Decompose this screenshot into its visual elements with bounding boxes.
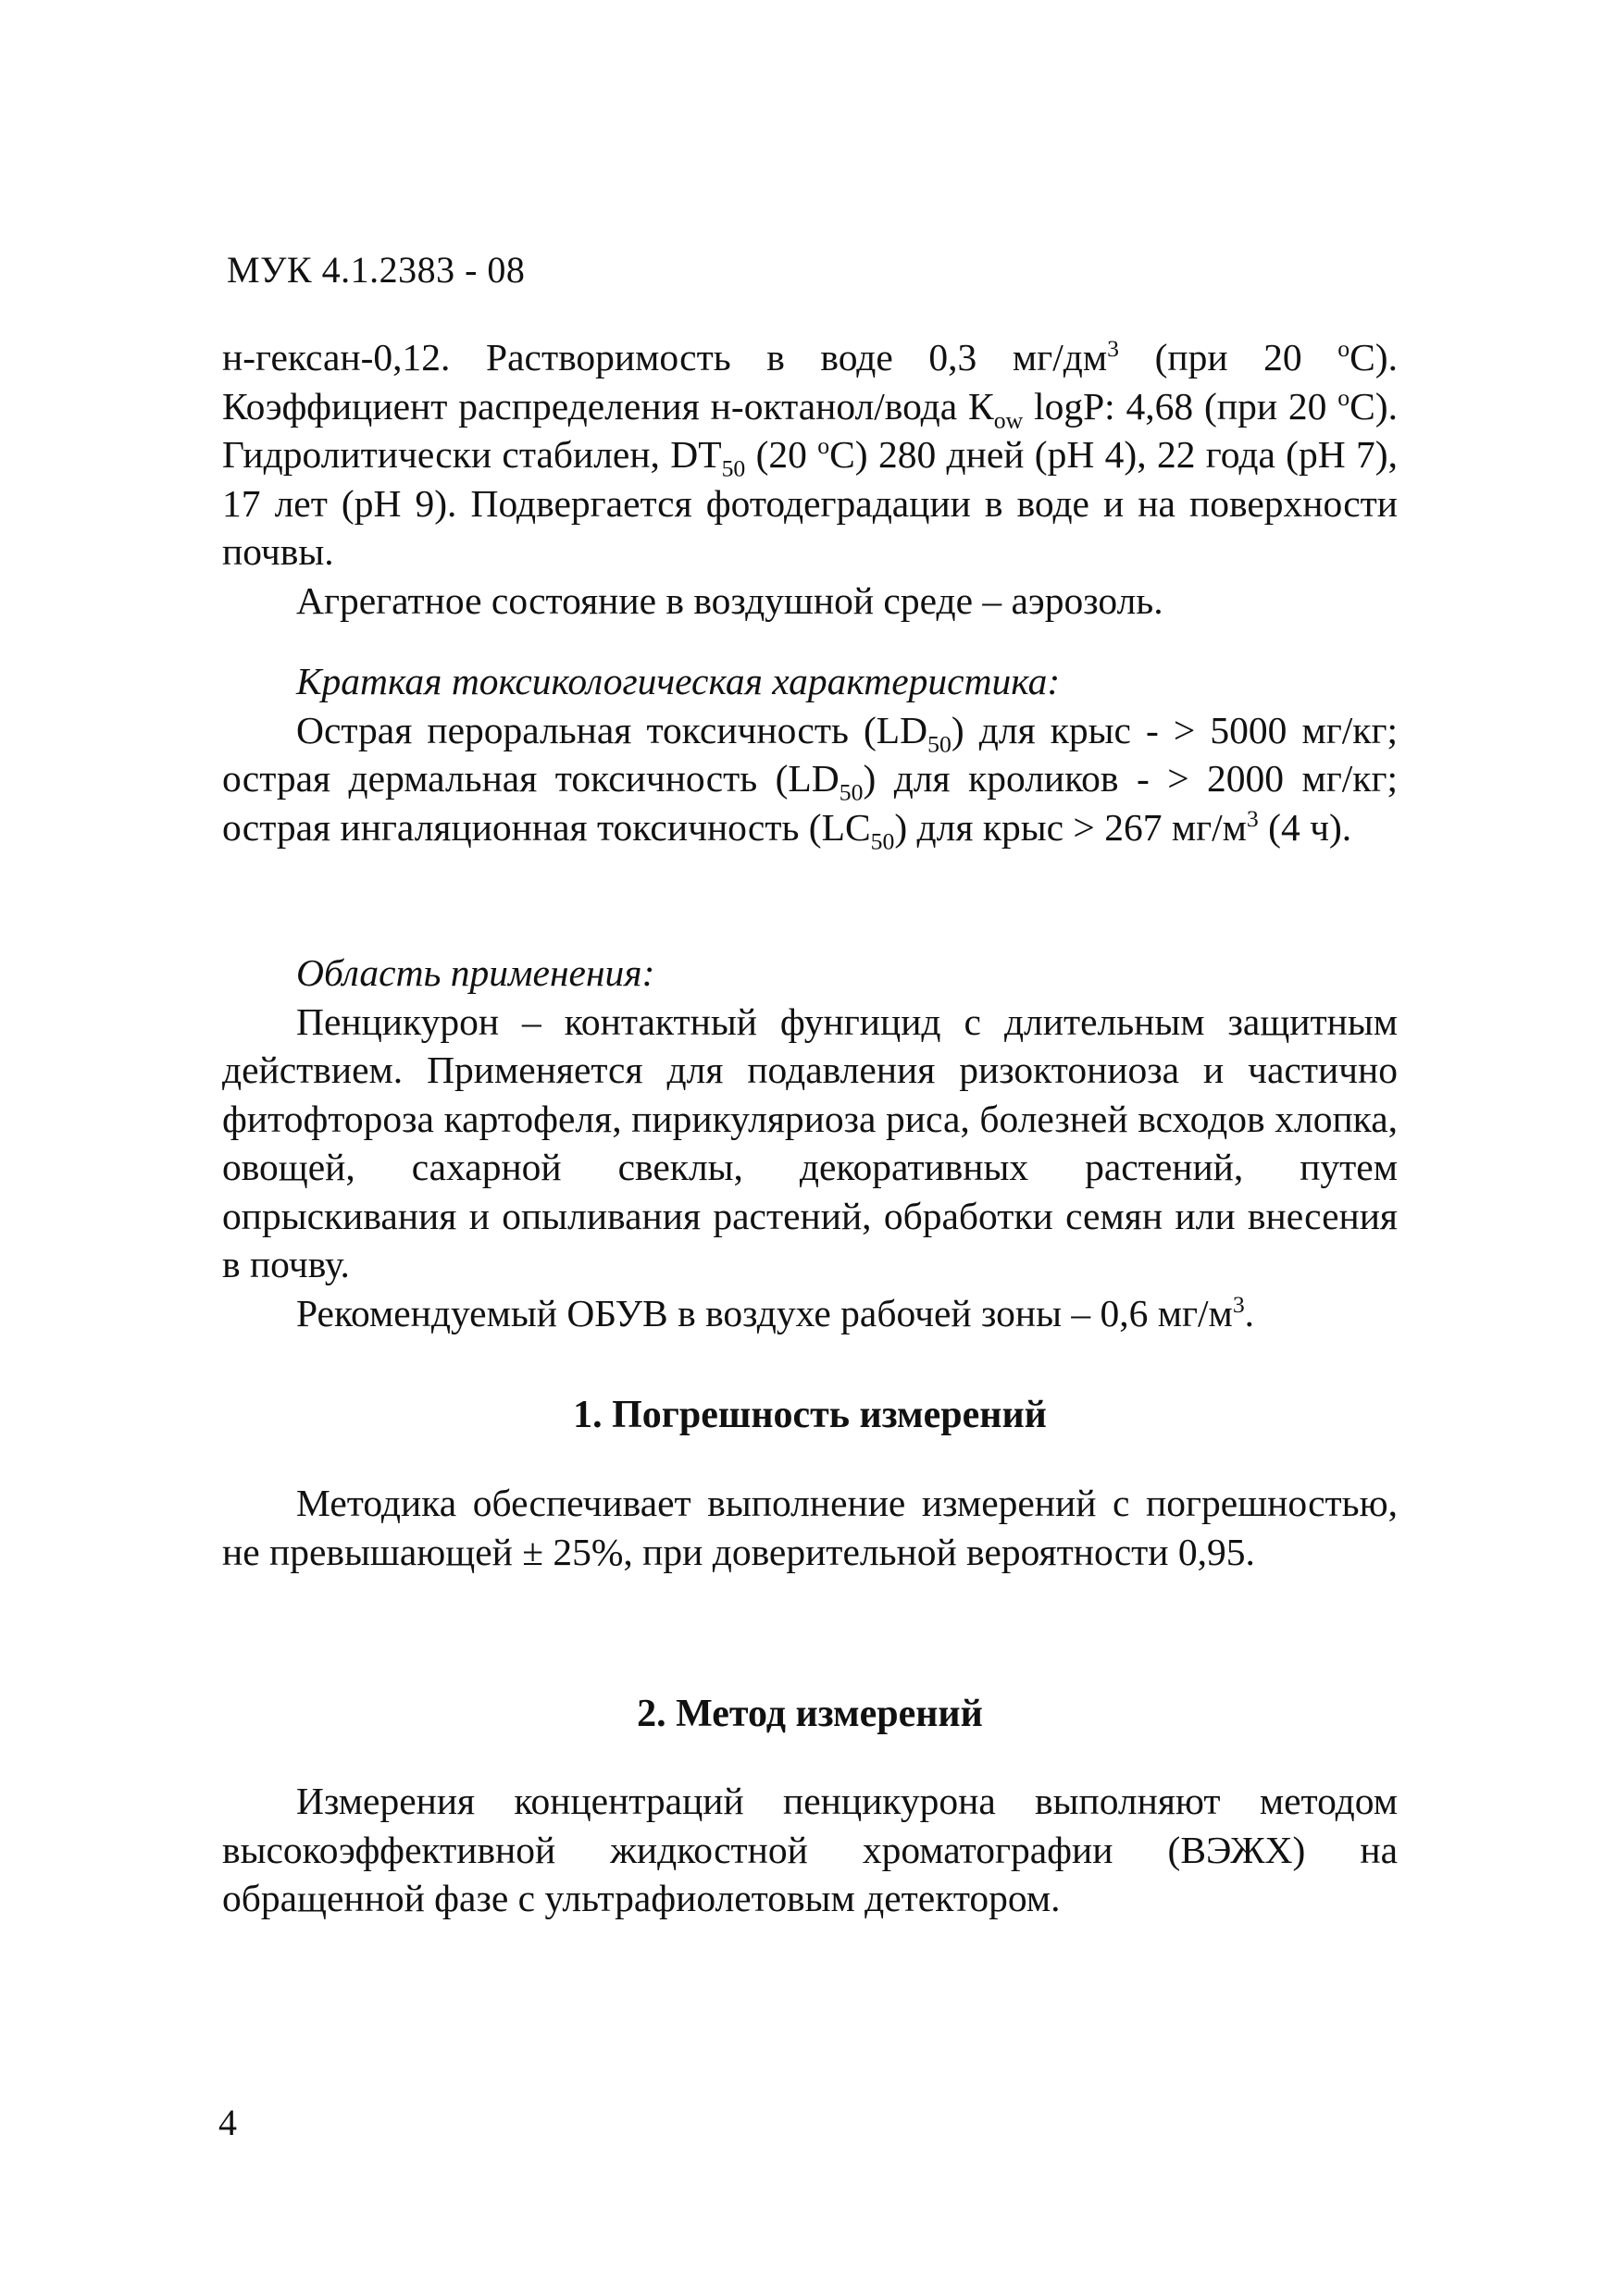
application-block xyxy=(222,949,1398,1337)
dt-subscript: 50 xyxy=(721,454,746,482)
toxicology-heading: Краткая токсикологическая характеристика: xyxy=(296,660,1061,702)
degree-mark: o xyxy=(1337,335,1350,363)
properties-text-6: (20 xyxy=(745,433,818,476)
properties-block xyxy=(222,333,1398,625)
toxicology-text-3: ) для кроликов - > 2000 мг/кг; острая ингаляционная токсичность (LC xyxy=(222,757,1398,849)
degree-mark: o xyxy=(1337,383,1350,411)
toxicology-text-4: ) для крыс > 267 мг/м xyxy=(894,805,1247,849)
properties-text-7: С) 280 дней (pH 4), 22 года (pH 7), 17 лет (pH 9). Подвергается фотодеградации в воде и на поверхности почвы. xyxy=(222,433,1398,573)
section-2-heading: 2. Метод измерений xyxy=(637,1693,983,1735)
section-2-block xyxy=(222,1777,1398,1923)
toxicology-block xyxy=(222,657,1399,854)
superscript-3: 3 xyxy=(1107,335,1119,363)
superscript-3: 3 xyxy=(1246,804,1259,832)
obuv-text: Рекомендуемый ОБУВ в воздухе рабочей зоны – 0,6 мг/м xyxy=(296,1291,1233,1334)
degree-mark: o xyxy=(817,432,830,460)
properties-text-3: С). Коэффициент распределения н-октанол/вода К xyxy=(222,336,1398,428)
superscript-3: 3 xyxy=(1232,1290,1245,1318)
properties-text-5: С). Гидролитически стабилен, DT xyxy=(222,384,1398,476)
document-code: МУК 4.1.2383 - 08 xyxy=(227,249,526,291)
section-1-text: Методика обеспечивает выполнение измерений с погрешностью, не превышающей ± 25%, при доверительной вероятности 0,95. xyxy=(222,1482,1398,1573)
application-heading: Область применения: xyxy=(296,951,655,994)
ld50-subscript: 50 xyxy=(927,729,952,757)
aggregate-state: Агрегатное состояние в воздушной среде – аэрозоль. xyxy=(296,578,1163,622)
properties-text-1: н-гексан-0,12. Растворимость в воде 0,3 мг/дм xyxy=(222,336,1108,379)
properties-text-2: (при 20 xyxy=(1118,336,1338,379)
lc50-subscript: 50 xyxy=(870,826,895,854)
section-2-text: Измерения концентраций пенцикурона выполняют методом высокоэффективной жидкостной хроматографии (ВЭЖХ) на обращенной фазе с ультрафиолетовым детектором. xyxy=(222,1780,1398,1919)
page-number: 4 xyxy=(218,2102,237,2143)
properties-text-4: logP: 4,68 (при 20 xyxy=(1023,384,1338,428)
properties-paragraph xyxy=(222,333,1398,577)
toxicology-text-1: Острая пероральная токсичность (LD xyxy=(296,708,928,751)
obuv-paragraph xyxy=(222,1289,1398,1338)
application-text: Пенцикурон – контактный фунгицид с длительным защитным действием. Применяется для подавления ризоктониоза и частично фитофтороза картофеля, пирикуляриоза риса, болезней всходов хлопка, овощей, сахарной свеклы, декоративных растений, путем опрыскивания и опыливания растений, обработки семян или внесения в почву. xyxy=(222,999,1398,1285)
toxicology-paragraph xyxy=(222,706,1398,852)
obuv-period: . xyxy=(1244,1291,1255,1334)
toxicology-text-5: (4 ч). xyxy=(1258,805,1352,849)
section-1-block xyxy=(222,1479,1398,1576)
section-1-heading: 1. Погрешность измерений xyxy=(573,1394,1047,1436)
ld50-subscript: 50 xyxy=(839,778,864,806)
kow-subscript: ow xyxy=(993,405,1024,433)
toxicology-text-2: ) для крыс - > 5000 мг/кг; острая дермальная токсичность (LD xyxy=(222,708,1399,800)
